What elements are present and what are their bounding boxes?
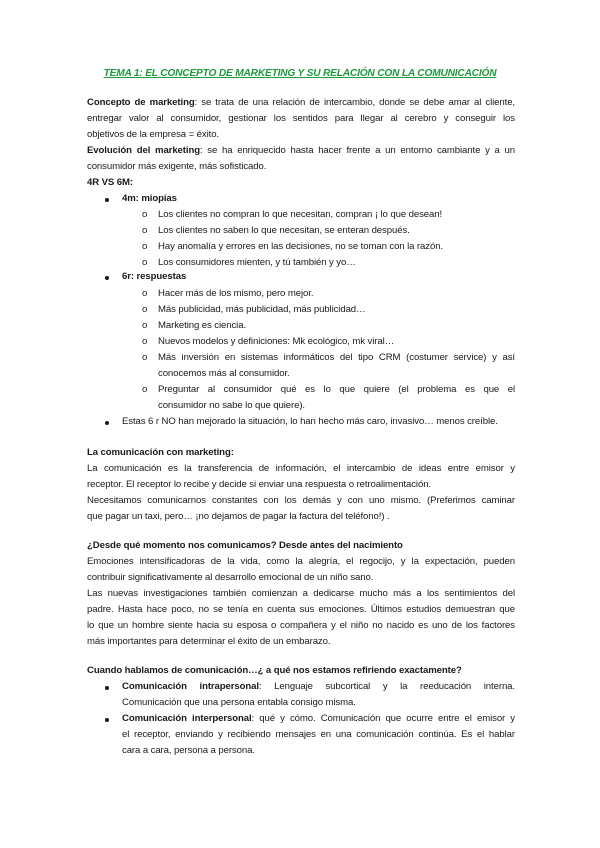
respuesta-item: Preguntar al consumidor qué es lo que quiere (el problema es que el xyxy=(158,384,515,395)
miopia-item: Los clientes no compran lo que necesitan, compran ¡ lo que desean! xyxy=(158,209,443,220)
cuando-heading: Cuando hablamos de comunicación…¿ a qué nos estamos refiriendo exactamente? xyxy=(87,665,462,676)
bullet-icon xyxy=(105,718,109,722)
bullet-icon xyxy=(105,198,109,202)
interpersonal-line-2: el receptor, enviando y recibiendo mensajes en una comunicación continúa. Es el hablar xyxy=(122,729,515,740)
circle-bullet-icon: o xyxy=(142,225,148,236)
circle-bullet-icon: o xyxy=(142,257,148,268)
desde-heading: ¿Desde qué momento nos comunicamos? Desde antes del nacimiento xyxy=(87,540,403,551)
evolution-label: Evolución del marketing xyxy=(87,145,200,156)
miopias-heading: 4m: miopías xyxy=(122,193,177,204)
desde-line: lo que un hombre siente hacia su esposa o compañera y el niño no nacido es uno de los factores xyxy=(87,620,515,631)
circle-bullet-icon: o xyxy=(142,320,148,331)
desde-line: Las nuevas investigaciones también comienzan a dedicarse mucho más a los sentimientos del xyxy=(87,588,515,599)
respuesta-item: Hacer más de los mismo, pero mejor. xyxy=(158,288,314,299)
comunicacion-heading: La comunicación con marketing: xyxy=(87,447,234,458)
respuestas-note: Estas 6 r NO han mejorado la situación, lo han hecho más caro, invasivo… menos creíble. xyxy=(122,416,498,427)
circle-bullet-icon: o xyxy=(142,304,148,315)
miopia-item: Hay anomalía y errores en las decisiones, no se toman con la razón. xyxy=(158,241,443,252)
miopia-item: Los consumidores mienten, y tú también y yo… xyxy=(158,257,356,268)
circle-bullet-icon: o xyxy=(142,209,148,220)
respuesta-item: Marketing es ciencia. xyxy=(158,320,247,331)
document-title: TEMA 1: EL CONCEPTO DE MARKETING Y SU RELACIÓN CON LA COMUNICACIÓN xyxy=(103,68,497,79)
desde-line: más importantes para determinar el éxito de un embarazo. xyxy=(87,636,331,647)
bullet-icon xyxy=(105,276,109,280)
interpersonal-text-1: : qué y cómo. Comunicación que ocurre entre el emisor y xyxy=(251,713,515,724)
circle-bullet-icon: o xyxy=(142,288,148,299)
miopia-item: Los clientes no saben lo que necesitan, se enteran después. xyxy=(158,225,410,236)
respuesta-item-cont: conocemos más al consumidor. xyxy=(158,368,290,379)
circle-bullet-icon: o xyxy=(142,336,148,347)
comunicacion-line: que pagar un taxi, pero… ¡no dejamos de pagar la factura del teléfono!) . xyxy=(87,511,390,522)
intrapersonal-line-1 xyxy=(122,679,515,696)
intrapersonal-text-1: : Lenguaje subcortical y la reeducación interna. xyxy=(258,681,515,692)
evolution-line-1 xyxy=(87,143,515,160)
interpersonal-line-3: cara a cara, persona a persona. xyxy=(122,745,255,756)
comunicacion-line: La comunicación es la transferencia de información, el intercambio de ideas entre emisor y xyxy=(87,463,515,474)
circle-bullet-icon: o xyxy=(142,241,148,252)
concept-line-3: objetivos de la empresa = éxito. xyxy=(87,129,219,140)
circle-bullet-icon: o xyxy=(142,384,148,395)
respuestas-heading: 6r: respuestas xyxy=(122,271,187,282)
bullet-icon xyxy=(105,686,109,690)
desde-line: padre. Hasta hace poco, no se tenía en cuenta sus emociones. Últimos estudios demuestran que xyxy=(87,604,515,615)
respuesta-item: Más publicidad, más publicidad, más publicidad… xyxy=(158,304,366,315)
desde-line: contribuir significativamente al desarrollo emocional de un niño sano. xyxy=(87,572,374,583)
intrapersonal-label: Comunicación intrapersonal xyxy=(122,681,259,692)
respuesta-item: Nuevos modelos y definiciones: Mk ecológico, mk viral… xyxy=(158,336,395,347)
desde-line: Emociones intensificadoras de la vida, como la alegría, el regocijo, y la expectación, pueden xyxy=(87,556,515,567)
intrapersonal-line-2: Comunicación que una persona entabla consigo misma. xyxy=(122,697,356,708)
concept-line-1 xyxy=(87,95,515,112)
concept-text-1: : se trata de una relación de intercambio, donde se debe amar al cliente, xyxy=(194,97,515,108)
circle-bullet-icon: o xyxy=(142,352,148,363)
evolution-text-1: : se ha enriquecido hasta hacer frente a un entorno cambiante y a un xyxy=(199,145,515,156)
interpersonal-label: Comunicación interpersonal xyxy=(122,713,252,724)
comunicacion-line: Necesitamos comunicarnos constantes con los demás y con uno mismo. (Preferimos caminar xyxy=(87,495,515,506)
concept-label: Concepto de marketing xyxy=(87,97,195,108)
respuesta-item-cont: consumidor no sabe lo que quiere). xyxy=(158,400,305,411)
vs-heading: 4R VS 6M: xyxy=(87,177,134,188)
interpersonal-line-1 xyxy=(122,711,515,728)
bullet-icon xyxy=(105,421,109,425)
comunicacion-line: receptor. El receptor lo recibe y decide si enviar una respuesta o retroalimentación. xyxy=(87,479,431,490)
respuesta-item: Más inversión en sistemas informáticos del tipo CRM (costumer service) y así xyxy=(158,352,515,363)
evolution-line-2: consumidor más exigente, más sofisticado. xyxy=(87,161,267,172)
concept-line-2: entregar valor al consumidor, gestionar los sentidos para llegar al cerebro y conseguir los xyxy=(87,113,515,124)
